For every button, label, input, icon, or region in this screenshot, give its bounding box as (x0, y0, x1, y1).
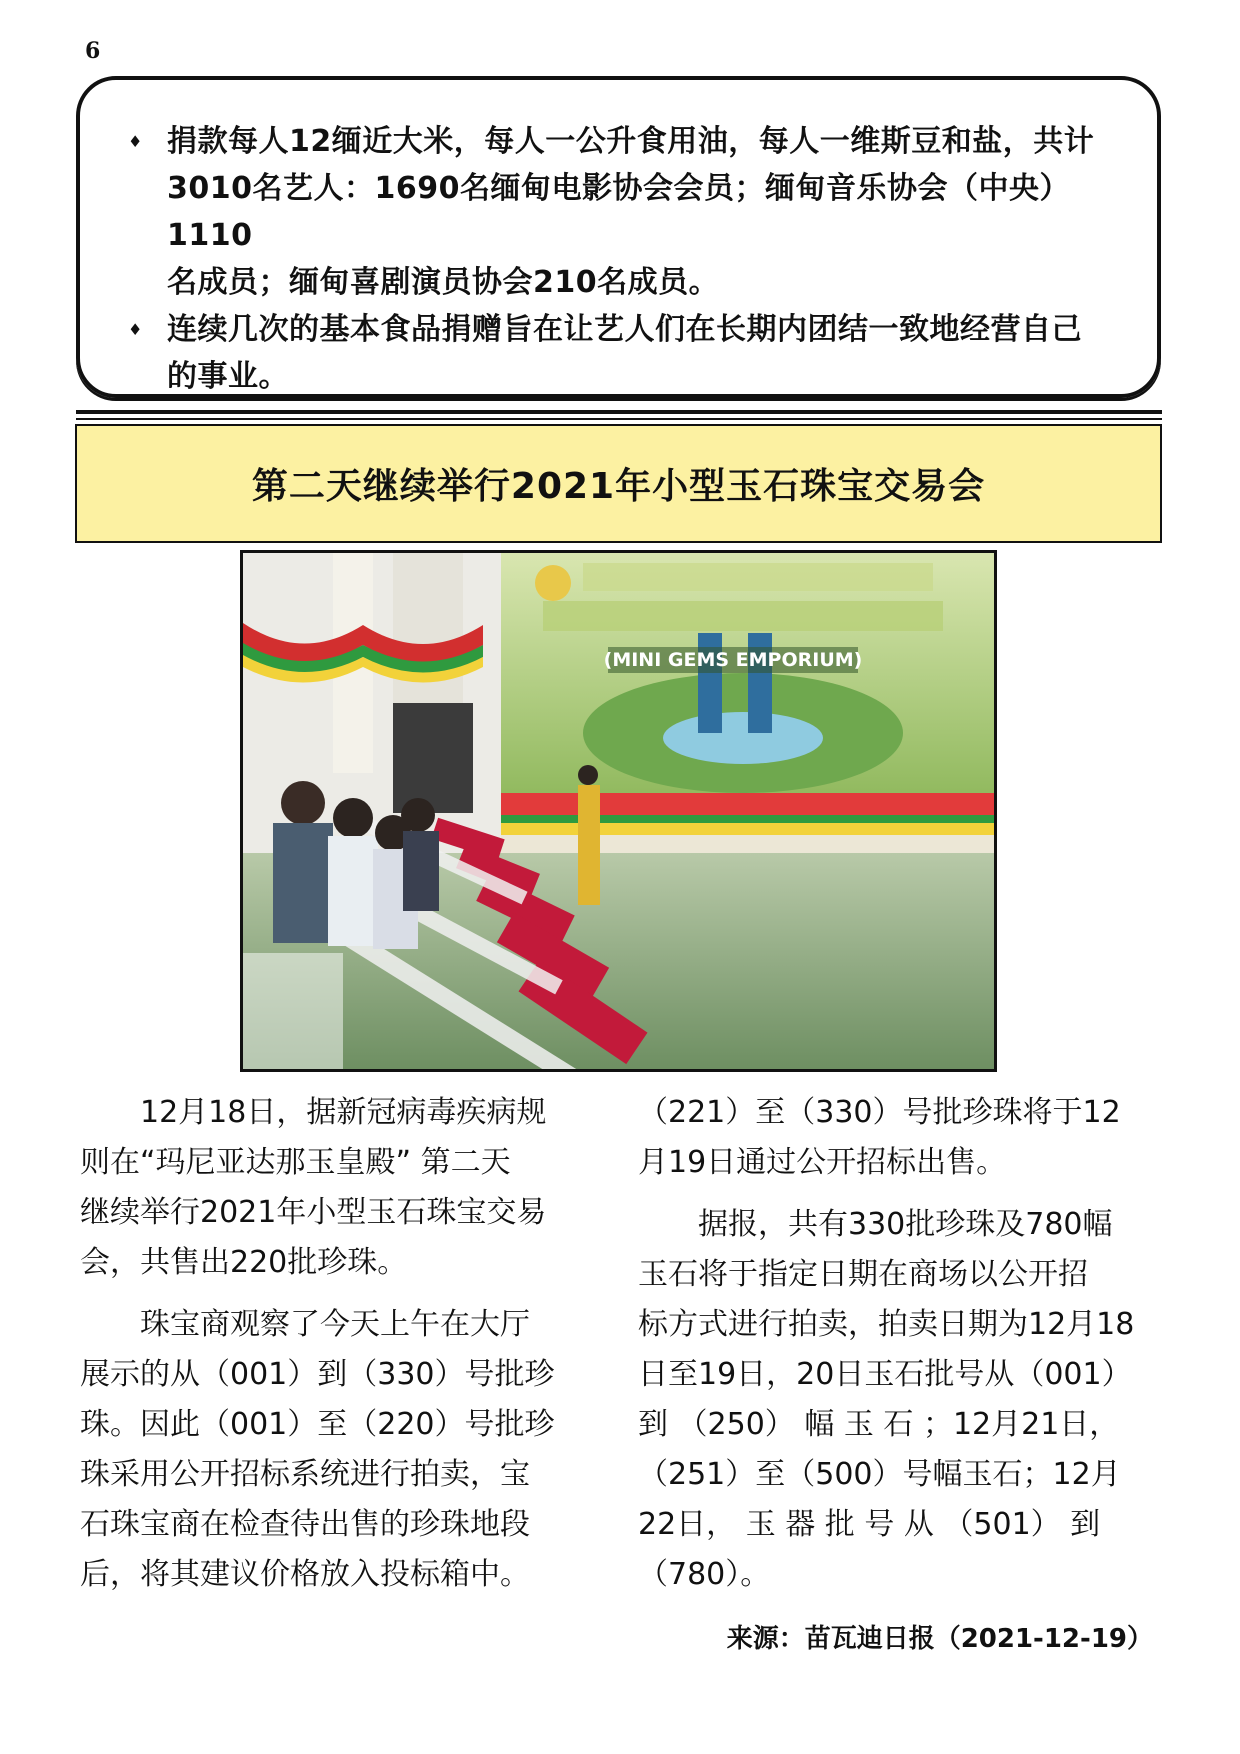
article-paragraph (80, 1088, 600, 1288)
article-line: 展示的从（001）到（330）号批珍 (80, 1357, 555, 1392)
article-paragraph (638, 1200, 1158, 1600)
article-line: 玉石将于指定日期在商场以公开招 (638, 1257, 1088, 1292)
article-line: （780）。 (638, 1557, 771, 1592)
summary-bullet-line: 的事业。 (167, 359, 289, 394)
article-line: （251）至（500）号幅玉石；12月 (638, 1457, 1121, 1492)
gems-emporium-photo (243, 553, 994, 1069)
summary-bullet (130, 118, 1127, 306)
article-line: 月19日通过公开招标出售。 (638, 1145, 1007, 1180)
article-line: 22日， 玉 器 批 号 从 （501） 到 (638, 1507, 1101, 1542)
article-headline: 第二天继续举行2021年小型玉石珠宝交易会 (251, 466, 986, 507)
article-line: 继续举行2021年小型玉石珠宝交易 (80, 1195, 547, 1230)
article-line: 标方式进行拍卖，拍卖日期为12月18 (638, 1307, 1135, 1342)
article-line: 日至19日，20日玉石批号从（001） (638, 1357, 1132, 1392)
article-line: 后，将其建议价格放入投标箱中。 (80, 1557, 530, 1592)
divider-rule-thin (76, 418, 1162, 420)
headline-banner (75, 424, 1162, 543)
summary-bullet-line: 捐款每人12缅近大米，每人一公升食用油，每人一维斯豆和盐，共计 (167, 124, 1095, 159)
article-line: 12月18日，据新冠病毒疾病规 (140, 1095, 547, 1130)
summary-bullet-line: 连续几次的基本食品捐赠旨在让艺人们在长期内团结一致地经营自己 (167, 312, 1082, 347)
article-line: 会，共售出220批珍珠。 (80, 1245, 408, 1280)
divider-rule (76, 410, 1162, 414)
article-line: 石珠宝商在检查待出售的珍珠地段 (80, 1507, 530, 1542)
page-number: 6 (85, 38, 101, 64)
article-paragraph (80, 1300, 600, 1600)
article-line: 珠宝商观察了今天上午在大厅 (140, 1307, 530, 1342)
summary-box (76, 76, 1161, 398)
article-left-column (80, 1088, 600, 1612)
article-paragraph (638, 1088, 1158, 1188)
summary-bullet-line: 3010名艺人：1690名缅甸电影协会会员；缅甸音乐协会（中央）1110 (167, 171, 1070, 253)
article-line: 珠。因此（001）至（220）号批珍 (80, 1407, 555, 1442)
article-line: 据报，共有330批珍珠及780幅 (698, 1207, 1113, 1242)
article-right-column (638, 1088, 1158, 1612)
summary-bullet (130, 306, 1127, 400)
article-line: 到 （250） 幅 玉 石 ；12月21日， (638, 1407, 1120, 1442)
summary-bullet-line: 名成员；缅甸喜剧演员协会210名成员。 (167, 265, 720, 300)
article-photo (240, 550, 997, 1072)
photo-banner-text: (MINI GEMS EMPORIUM) (603, 649, 863, 671)
article-line: 则在“玛尼亚达那玉皇殿” 第二天 (80, 1145, 511, 1180)
article-line: 珠采用公开招标系统进行拍卖，宝 (80, 1457, 530, 1492)
article-source: 来源：苗瓦迪日报（2021-12-19） (726, 1624, 1153, 1654)
article-line: （221）至（330）号批珍珠将于12 (638, 1095, 1121, 1130)
